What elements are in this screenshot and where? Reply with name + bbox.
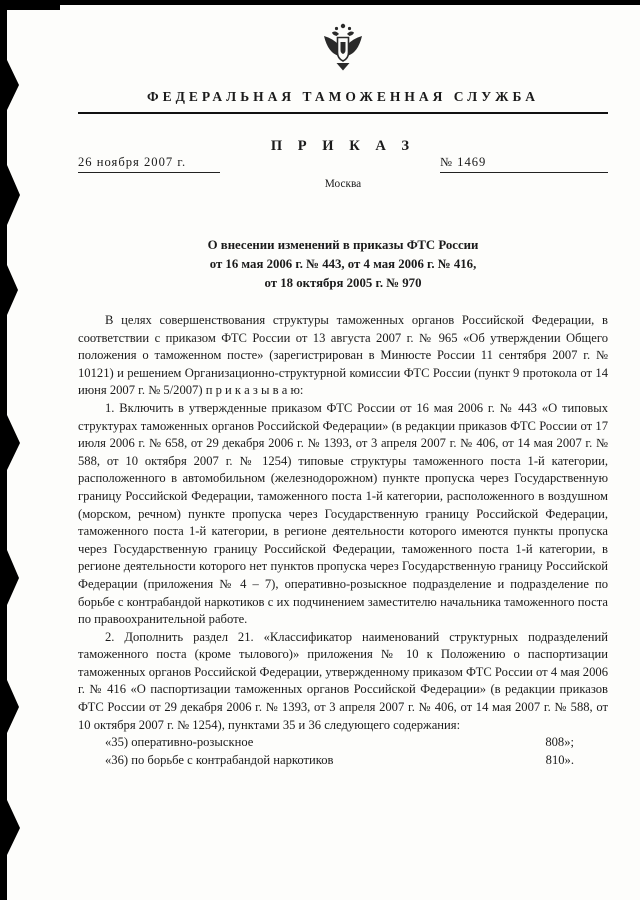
classifier-item-35-code: 808»; xyxy=(545,735,574,750)
agency-name: ФЕДЕРАЛЬНАЯ ТАМОЖЕННАЯ СЛУЖБА xyxy=(147,89,539,104)
classifier-item-36-label: «36) по борьбе с контрабандой наркотиков xyxy=(105,752,334,767)
classifier-item-36-code: 810». xyxy=(545,752,574,767)
classifier-item-35 xyxy=(78,734,608,752)
doc-city: Москва xyxy=(324,178,362,190)
doc-title-line-2: от 16 мая 2006 г. № 443, от 4 мая 2006 г. № 416, xyxy=(209,257,477,271)
scan-artifact-left-edge xyxy=(0,0,22,900)
doc-type-title: П Р И К А З xyxy=(270,138,416,154)
double-headed-eagle-icon xyxy=(320,59,366,76)
classifier-item-35-label: «35) оперативно-розыскное xyxy=(105,735,254,750)
doc-title-line-3: от 18 октября 2005 г. № 970 xyxy=(264,276,422,290)
doc-date-field xyxy=(78,155,220,173)
doc-meta-row xyxy=(78,155,608,173)
classifier-items xyxy=(78,734,608,769)
emblem-container xyxy=(78,22,608,77)
doc-date: 26 ноября 2007 г. xyxy=(78,155,187,169)
scan-artifact-top-edge xyxy=(0,0,640,5)
doc-body xyxy=(78,312,608,734)
paragraph-intro: В целях совершенствования структуры таможенных органов Российской Федерации, в соответствии с приказом ФТС России от 13 августа 2007 г. № 965 «Об утверждении Общего положения о таможенном посте» (зарегистрирован в Минюсте России 11 сентября 2007 г. № 10121) и решением Организационно-структурной комиссии ФТС России (пункт 9 протокола от 14 июня 2007 г. № 5/2007) п р и к а з ы в а ю: xyxy=(78,313,608,398)
paragraph-point-2: 2. Дополнить раздел 21. «Классификатор наименований структурных подразделений таможенного поста (кроме тылового)» приложения № 10 к Положению о паспортизации таможенных органов Российской Федерации, утвержденному приказом ФТС России от 4 мая 2006 г. № 416 «О паспортизации таможенных органов Российской Федерации» (в редакции приказов ФТС России от 29 декабря 2006 г. № 1393, от 3 апреля 2007 г. № 406, от 14 мая 2007 г. № 588, от 10 октября 2007 г. № 1254), пунктами 35 и 36 следующего содержания: xyxy=(78,629,608,732)
doc-number-field xyxy=(440,155,608,173)
doc-number: № 1469 xyxy=(440,155,487,169)
paragraph-point-1: 1. Включить в утвержденные приказом ФТС России от 16 мая 2006 г. № 443 «О типовых структурах таможенных органов Российской Федерации» (в редакции приказов ФТС России от 17 июля 2006 г. № 658, от 29 декабря 2006 г. № 1393, от 3 апреля 2007 г. № 406, от 14 мая 2007 г. № 588, от 10 октября 2007 г. № 1254) типовые структуры таможенного поста 1-й категории, расположенного в автомобильном (железнодорожном) пункте пропуска через Государственную границу Российской Федерации, таможенного поста 1-й категории, расположенного в воздушном (морском, речном) пункте пропуска через Государственную границу Российской Федерации, таможенного поста 1-й категории, в регионе деятельности которого имеются пункты пропуска через Государственную границу Российской Федерации, таможенного поста 1-й категории, в регионе деятельности которого нет пунктов пропуска через Государственную границу Российской Федерации (приложения № 4 – 7), оперативно-розыскное подразделение и подразделение по борьбе с контрабандой наркотиков с их подчинением заместителю начальника таможенного поста по правоохранительной работе. xyxy=(78,400,608,627)
doc-title-line-1: О внесении изменений в приказы ФТС России xyxy=(207,238,479,252)
classifier-item-36 xyxy=(78,752,608,770)
header-divider xyxy=(78,112,608,114)
doc-title xyxy=(78,236,608,293)
